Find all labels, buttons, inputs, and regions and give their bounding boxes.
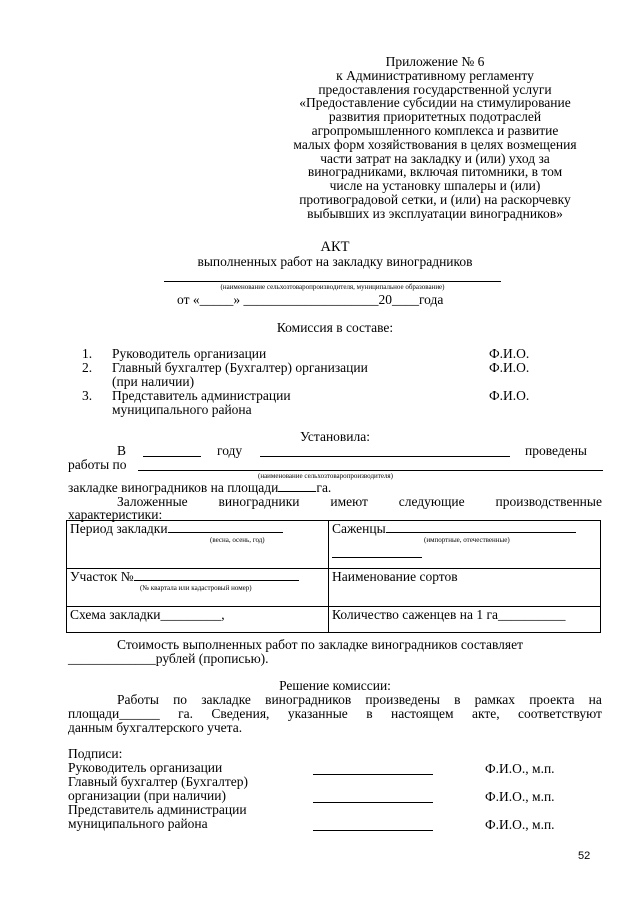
member-number: 2. xyxy=(82,360,93,375)
appendix-line: «Предоставление субсидии на стимулирование xyxy=(299,95,571,111)
seedlings-caption: (импортные, отечественные) xyxy=(424,536,510,544)
appendix-line: развития приоритетных подотраслей xyxy=(328,109,542,125)
seedlings-cell xyxy=(329,521,601,569)
decision-word: указанные xyxy=(287,706,348,721)
plot-caption: (№ квартала или кадастровый номер) xyxy=(140,584,252,592)
signature-line xyxy=(313,774,433,775)
varieties-label: Наименование сортов xyxy=(332,569,458,584)
appendix-line: противоградовой сетки, и (или) на раскорчевку xyxy=(299,191,571,207)
page-number: 52 xyxy=(578,850,591,862)
act-title: АКТ xyxy=(320,239,350,255)
scheme-cell xyxy=(67,607,329,633)
decision-word: по xyxy=(173,692,188,707)
plot-cell xyxy=(67,569,329,607)
producer-caption: (наименование сельхозтоваропроизводителя) xyxy=(258,472,393,480)
signature-line xyxy=(313,830,433,831)
works-blank xyxy=(138,470,603,471)
established-heading: Установила: xyxy=(299,429,371,444)
appendix-header xyxy=(265,55,605,221)
cost-line: Стоимость выполненных работ по закладке виноградников составляет xyxy=(117,637,523,652)
decision-word: Сведения, xyxy=(211,706,270,721)
word-v: В xyxy=(117,443,127,458)
cost-amount-line: _____________рублей (прописью). xyxy=(68,651,269,666)
appendix-line: малых форм хозяйствования в целях возмещения xyxy=(293,136,577,152)
appendix-line: предоставления государственной услуги xyxy=(318,81,552,97)
member-fio: Ф.И.О. xyxy=(489,346,530,361)
org-line xyxy=(164,281,501,282)
decision-word: проекта xyxy=(529,692,575,707)
act-date-line: от «_____» ____________________20____года xyxy=(177,292,444,307)
commission-heading: Комиссия в составе: xyxy=(276,320,394,335)
decision-word: в xyxy=(454,692,461,707)
year-blank xyxy=(143,456,201,457)
period-caption: (весна, осень, год) xyxy=(210,536,265,544)
plantings-word: производственные xyxy=(495,494,602,509)
decision-word: виноградников xyxy=(265,692,352,707)
member-role: Руководитель организации xyxy=(112,346,267,361)
appendix-line: части затрат на закладку и (или) уход за xyxy=(320,150,550,166)
characteristics-label: характеристики: xyxy=(68,507,163,522)
signature-role: Руководитель организации xyxy=(68,760,223,775)
per-ha-cell xyxy=(329,607,601,633)
org-caption: (наименование сельхозтоваропроизводителя, муниципальное образование) xyxy=(220,283,445,291)
member-role-extra: (при наличии) xyxy=(112,374,195,389)
plantings-word: виноградники xyxy=(218,494,300,509)
appendix-line: к Административному регламенту xyxy=(336,67,534,83)
area-unit: га. xyxy=(316,480,332,495)
signature-role: организации (при наличии) xyxy=(68,788,226,803)
decision-word: в xyxy=(366,706,373,721)
appendix-line: агропромышленного комплекса и развитие xyxy=(311,122,559,138)
word-godu: году xyxy=(217,443,243,458)
characteristics-table xyxy=(66,520,601,633)
varieties-cell xyxy=(329,569,601,607)
plantings-word: имеют xyxy=(330,494,368,509)
per-ha-label: Количество саженцев на 1 га__________ xyxy=(332,607,566,622)
appendix-line: виноградниками, включая питомники, в том xyxy=(307,164,563,180)
signature-fio: Ф.И.О., м.п. xyxy=(485,761,555,776)
appendix-line: Приложение № 6 xyxy=(385,54,485,69)
member-fio: Ф.И.О. xyxy=(489,388,530,403)
signatures-heading: Подписи: xyxy=(68,746,123,761)
scheme-label: Схема закладки_________, xyxy=(70,607,225,622)
period-cell xyxy=(67,521,329,569)
seedlings-label: Саженцы xyxy=(332,521,386,536)
decision-line-1 xyxy=(117,692,602,707)
decision-word: акте, xyxy=(471,706,500,721)
plantings-word: следующие xyxy=(398,494,465,509)
decision-word: га. xyxy=(178,706,194,721)
decision-word: площади______ xyxy=(68,706,160,721)
plot-label: Участок № xyxy=(70,569,134,584)
appendix-line: числе на установку шпалеры и (или) xyxy=(329,178,541,194)
decision-line-2 xyxy=(68,706,602,721)
area-line xyxy=(68,480,331,495)
plantings-line xyxy=(117,494,602,509)
signature-role: Представитель администрации xyxy=(68,802,247,817)
area-text: закладке виноградников на площади xyxy=(68,480,279,495)
member-role: Представитель администрации xyxy=(112,388,291,403)
signature-role: муниципального района xyxy=(68,816,208,831)
member-role: Главный бухгалтер (Бухгалтер) организации xyxy=(112,360,368,375)
seedlings-extra-line xyxy=(332,544,422,558)
decision-word: Работы xyxy=(117,692,159,707)
decision-word: произведены xyxy=(365,692,440,707)
word-provedeny: проведены xyxy=(525,443,587,458)
signature-line xyxy=(313,802,433,803)
decision-line-3: данным бухгалтерского учета. xyxy=(68,720,243,735)
signature-fio: Ф.И.О., м.п. xyxy=(485,817,555,832)
appendix-line: выбывших из эксплуатации виноградников» xyxy=(307,205,563,221)
decision-word: соответствуют xyxy=(518,706,602,721)
producer-blank xyxy=(260,456,510,457)
decision-heading: Решение комиссии: xyxy=(279,678,391,693)
plantings-word: Заложенные xyxy=(117,494,188,509)
period-label: Период закладки xyxy=(70,521,168,536)
decision-word: рамках xyxy=(474,692,516,707)
member-number: 3. xyxy=(82,388,93,403)
member-number: 1. xyxy=(82,346,93,361)
member-fio: Ф.И.О. xyxy=(489,360,530,375)
works-line: работы по xyxy=(68,457,127,472)
member-role-extra: муниципального района xyxy=(112,402,252,417)
signature-fio: Ф.И.О., м.п. xyxy=(485,789,555,804)
signature-role: Главный бухгалтер (Бухгалтер) xyxy=(68,774,248,789)
decision-word: настоящем xyxy=(390,706,454,721)
decision-word: закладке xyxy=(201,692,251,707)
decision-word: на xyxy=(588,692,602,707)
act-subtitle: выполненных работ на закладку виноградников xyxy=(197,254,473,269)
